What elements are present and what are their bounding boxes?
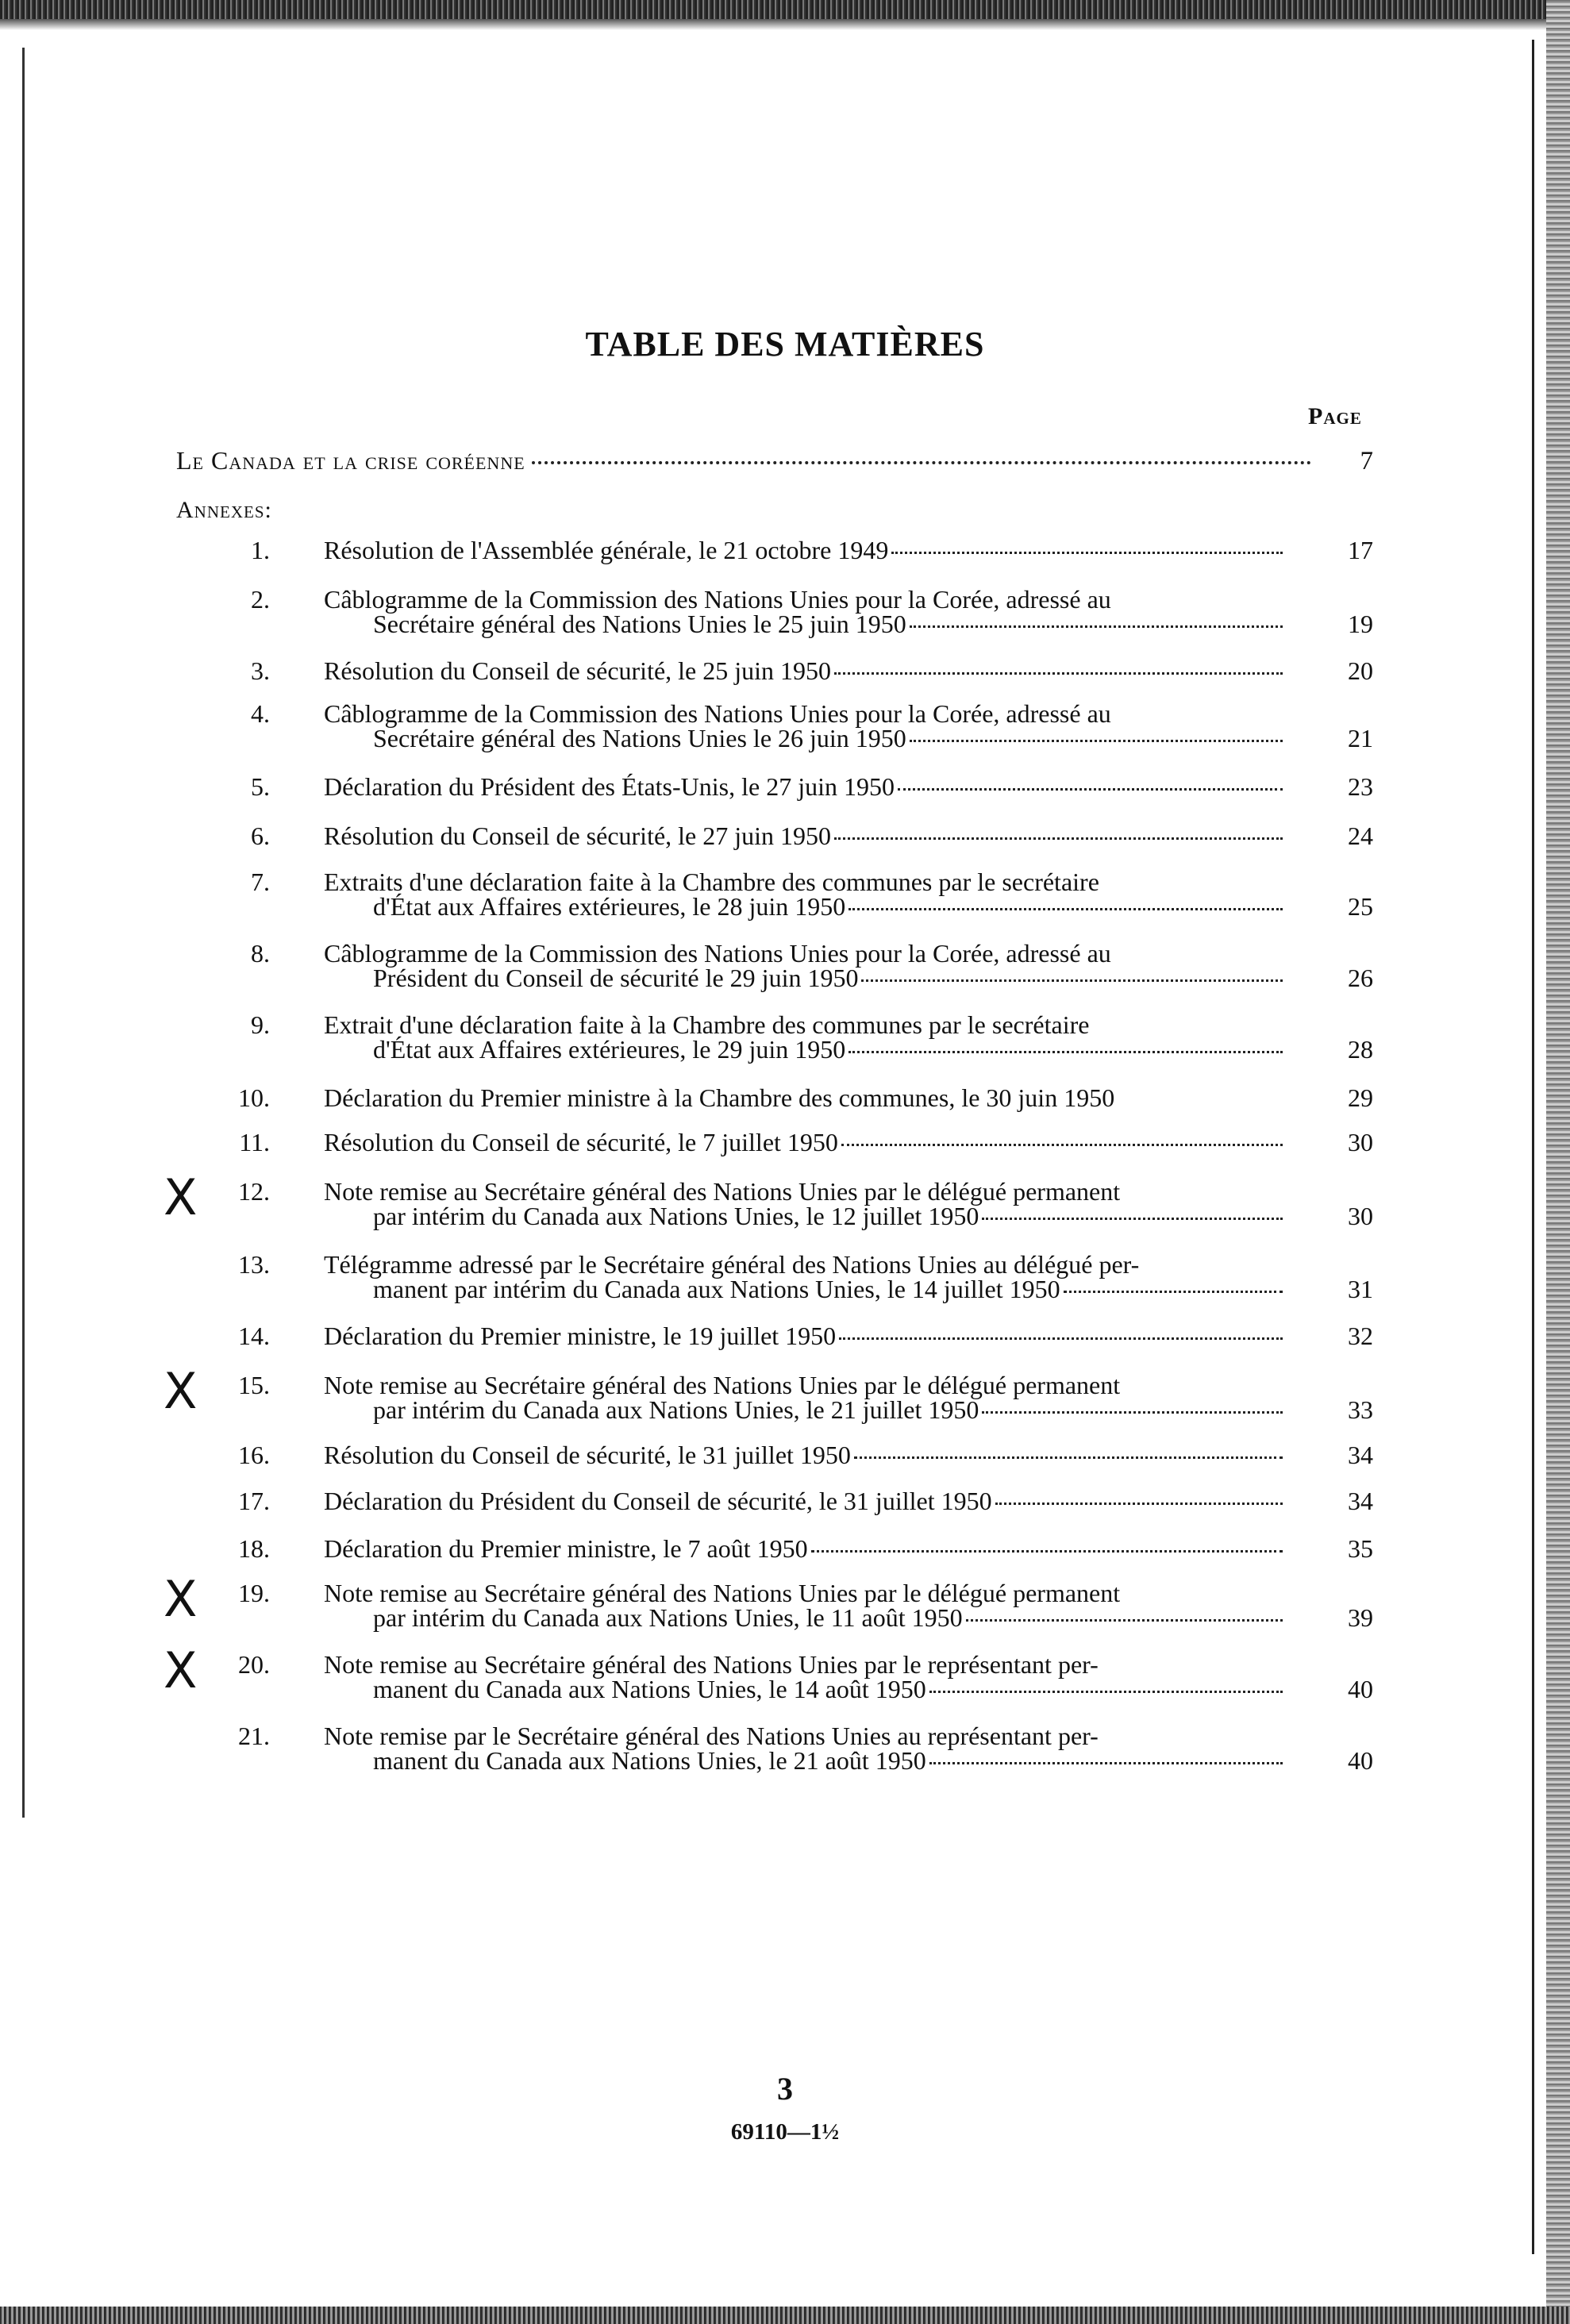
handwritten-x-mark: X <box>164 1570 198 1628</box>
dot-leader <box>966 1619 1283 1622</box>
annex-page: 34 <box>1348 1441 1373 1469</box>
annex-page: 20 <box>1348 656 1373 685</box>
handwritten-x-mark: X <box>164 1641 198 1699</box>
annex-line: par intérim du Canada aux Nations Unies, le 11 août 1950 <box>373 1603 963 1632</box>
annex-line: manent du Canada aux Nations Unies, le 21 août 1950 <box>373 1746 926 1775</box>
annex-page: 30 <box>1348 1202 1373 1230</box>
annex-number: 21. <box>238 1722 270 1750</box>
annex-page: 23 <box>1348 772 1373 801</box>
annex-number: 17. <box>238 1487 270 1515</box>
dot-leader <box>811 1550 1283 1553</box>
annex-text <box>324 1489 1373 1514</box>
annex-text <box>324 587 1373 637</box>
annex-page: 31 <box>1348 1275 1373 1303</box>
annex-text <box>324 656 1373 685</box>
annex-page: 24 <box>1348 821 1373 850</box>
annex-page: 28 <box>1348 1035 1373 1064</box>
annex-number: 2. <box>251 585 270 614</box>
annex-number: 13. <box>238 1250 270 1279</box>
dot-leader <box>898 788 1283 791</box>
scan-edge-bottom <box>0 2307 1570 2324</box>
annex-line: Télégramme adressé par le Secrétaire général des Nations Unies au délégué per- <box>324 1250 1140 1279</box>
annex-line: Extrait d'une déclaration faite à la Chambre des communes par le secrétaire <box>324 1010 1090 1039</box>
annex-text <box>324 1724 1373 1773</box>
annex-number: 4. <box>251 699 270 728</box>
annex-line: par intérim du Canada aux Nations Unies, le 21 juillet 1950 <box>373 1395 979 1424</box>
dot-leader <box>834 672 1283 675</box>
annex-line: Déclaration du Président du Conseil de sécurité, le 31 juillet 1950 <box>324 1487 992 1515</box>
annex-number: 11. <box>239 1128 270 1156</box>
annex-line: Résolution du Conseil de sécurité, le 25 juin 1950 <box>324 656 832 685</box>
dot-leader <box>861 979 1283 982</box>
page-column-heading: Page <box>1308 403 1362 429</box>
dot-leader <box>929 1691 1283 1693</box>
annex-page: 32 <box>1348 1322 1373 1350</box>
annex-text <box>324 1179 1373 1229</box>
page-number: 3 <box>777 2071 793 2107</box>
dot-leader <box>929 1762 1283 1764</box>
annex-line: Résolution de l'Assemblée générale, le 21 octobre 1949 <box>324 536 889 564</box>
dot-leader <box>982 1218 1283 1220</box>
main-entry-page: 7 <box>1360 447 1373 475</box>
annex-line: d'État aux Affaires extérieures, le 28 juin 1950 <box>373 892 846 921</box>
annex-text <box>324 941 1373 991</box>
annex-number: 7. <box>251 868 270 896</box>
annex-line: Président du Conseil de sécurité le 29 juin 1950 <box>373 964 859 992</box>
annex-page: 25 <box>1348 892 1373 921</box>
dot-leader <box>982 1411 1283 1414</box>
annex-text <box>324 1534 1373 1563</box>
dot-leader <box>891 552 1283 554</box>
annex-page: 30 <box>1348 1128 1373 1156</box>
annex-page: 40 <box>1348 1746 1373 1775</box>
annex-text <box>324 1650 1373 1703</box>
annex-number: 18. <box>238 1534 270 1563</box>
annex-line: Déclaration du Premier ministre à la Chambre des communes, le 30 juin 1950 <box>324 1083 1115 1112</box>
annex-number: 5. <box>251 772 270 801</box>
annex-line: Déclaration du Président des États-Unis, le 27 juin 1950 <box>324 772 895 801</box>
annex-line: Extraits d'une déclaration faite à la Chambre des communes par le secrétaire <box>324 868 1099 896</box>
annex-line: Note remise au Secrétaire général des Nations Unies par le délégué permanent <box>324 1177 1121 1206</box>
annex-page: 39 <box>1348 1603 1373 1632</box>
main-entry <box>176 446 1373 486</box>
annex-page: 17 <box>1348 536 1373 564</box>
print-code: 69110—1½ <box>730 2119 840 2145</box>
annex-number: 12. <box>238 1177 270 1206</box>
annex-text <box>324 538 1373 563</box>
annex-line: d'État aux Affaires extérieures, le 29 juin 1950 <box>373 1035 846 1064</box>
dot-leader <box>532 461 1311 464</box>
annex-page: 19 <box>1348 610 1373 638</box>
dot-leader <box>841 1144 1283 1146</box>
annexes-heading: Annexes: <box>176 497 272 523</box>
annex-page: 21 <box>1348 724 1373 752</box>
annex-line: Déclaration du Premier ministre, le 19 juillet 1950 <box>324 1322 837 1350</box>
dot-leader <box>910 625 1283 628</box>
handwritten-x-mark: X <box>164 1362 198 1420</box>
page-border-left <box>22 48 25 1818</box>
annex-number: 6. <box>251 821 270 850</box>
annex-line: Déclaration du Premier ministre, le 7 août 1950 <box>324 1534 808 1563</box>
dot-leader <box>995 1503 1283 1505</box>
annex-text <box>324 1083 1373 1112</box>
annex-line: Note remise au Secrétaire général des Nations Unies par le représentant per- <box>324 1650 1099 1679</box>
annex-line: Câblogramme de la Commission des Nations Unies pour la Corée, adressé au <box>324 699 1111 728</box>
annex-page: 33 <box>1348 1395 1373 1424</box>
annex-line: Résolution du Conseil de sécurité, le 27 juin 1950 <box>324 821 832 850</box>
annex-text <box>324 1010 1373 1064</box>
dot-leader <box>839 1337 1283 1340</box>
annex-text <box>324 821 1373 850</box>
annex-line: Secrétaire général des Nations Unies le 25 juin 1950 <box>373 610 906 638</box>
annex-line: manent du Canada aux Nations Unies, le 14 août 1950 <box>373 1675 926 1703</box>
annex-line: Câblogramme de la Commission des Nations Unies pour la Corée, adressé au <box>324 939 1111 968</box>
page-title: TABLE DES MATIÈRES <box>585 325 985 364</box>
annex-text <box>324 1373 1373 1422</box>
main-entry-label: Le Canada et la crise coréenne <box>176 446 525 475</box>
scan-edge-top <box>0 0 1570 30</box>
annex-line: Note remise au Secrétaire général des Nations Unies par le délégué permanent <box>324 1371 1121 1399</box>
annex-number: 1. <box>251 536 270 564</box>
annex-text <box>324 1324 1373 1349</box>
handwritten-x-mark: X <box>164 1168 198 1226</box>
annex-page: 34 <box>1348 1487 1373 1515</box>
annex-line: Câblogramme de la Commission des Nations Unies pour la Corée, adressé au <box>324 585 1111 614</box>
dot-leader <box>848 1051 1283 1053</box>
dot-leader <box>834 837 1283 840</box>
annex-number: 3. <box>251 656 270 685</box>
annex-line: Résolution du Conseil de sécurité, le 31 juillet 1950 <box>324 1441 851 1469</box>
annex-line: Résolution du Conseil de sécurité, le 7 juillet 1950 <box>324 1128 838 1156</box>
dot-leader <box>1064 1291 1283 1293</box>
annex-line: manent par intérim du Canada aux Nations Unies, le 14 juillet 1950 <box>373 1275 1060 1303</box>
annex-number: 19. <box>238 1579 270 1607</box>
annex-line: par intérim du Canada aux Nations Unies, le 12 juillet 1950 <box>373 1202 979 1230</box>
annex-text <box>324 1130 1373 1155</box>
annex-text <box>324 1443 1373 1468</box>
annex-page: 35 <box>1348 1534 1373 1563</box>
dot-leader <box>848 908 1283 910</box>
annex-page: 40 <box>1348 1675 1373 1703</box>
annex-text <box>324 1581 1373 1630</box>
annex-text <box>324 772 1373 801</box>
annex-number: 8. <box>251 939 270 968</box>
annex-number: 10. <box>238 1083 270 1112</box>
annex-text <box>324 870 1373 919</box>
annex-line: Note remise par le Secrétaire général des Nations Unies au représentant per- <box>324 1722 1099 1750</box>
annex-number: 16. <box>238 1441 270 1469</box>
annex-text <box>324 699 1373 752</box>
annex-number: 9. <box>251 1010 270 1039</box>
annex-line: Secrétaire général des Nations Unies le 26 juin 1950 <box>373 724 906 752</box>
annex-page: 29 <box>1348 1083 1373 1112</box>
annex-page: 26 <box>1348 964 1373 992</box>
annex-text <box>324 1252 1373 1302</box>
annex-line: Note remise au Secrétaire général des Nations Unies par le délégué permanent <box>324 1579 1121 1607</box>
dot-leader <box>910 740 1283 742</box>
page-border-right <box>1532 40 1534 2254</box>
annex-number: 20. <box>238 1650 270 1679</box>
dot-leader <box>854 1456 1283 1459</box>
annex-number: 14. <box>238 1322 270 1350</box>
annex-number: 15. <box>238 1371 270 1399</box>
